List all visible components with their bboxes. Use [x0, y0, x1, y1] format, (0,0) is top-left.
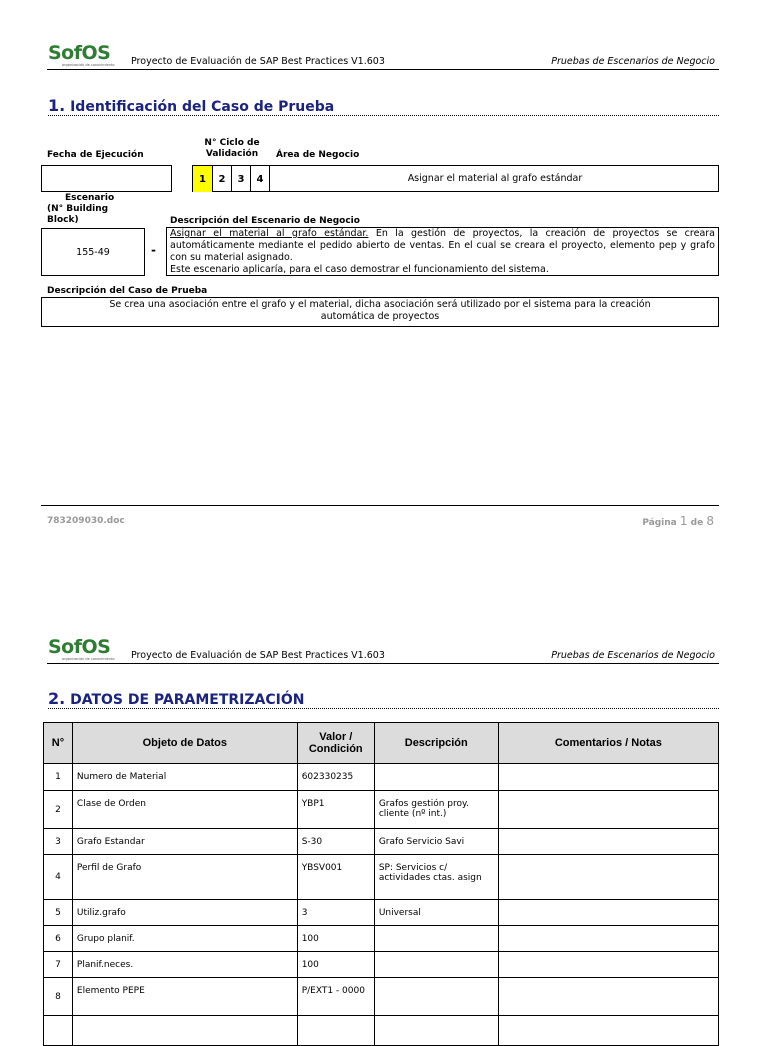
table-row	[44, 764, 719, 791]
cell-objeto	[72, 1016, 297, 1046]
fecha-label: Fecha de Ejecución	[47, 150, 144, 160]
cell-n: 2	[44, 791, 73, 829]
cycle-box	[192, 165, 719, 192]
section-2-rule	[48, 708, 719, 709]
ciclo-label: N° Ciclo de Validación	[204, 138, 260, 159]
area-label: Área de Negocio	[276, 150, 360, 160]
header-right: Pruebas de Escenarios de Negocio	[551, 56, 715, 67]
header-project: Proyecto de Evaluación de SAP Best Practices V1.603	[131, 56, 385, 67]
table-row	[44, 1016, 719, 1046]
cell-objeto: Perfil de Grafo	[72, 855, 297, 900]
cell-descripcion	[374, 978, 498, 1016]
cell-descripcion: Universal	[374, 900, 498, 926]
table-row	[44, 900, 719, 926]
col-header-valor: Valor / Condición	[297, 723, 374, 764]
cell-objeto: Clase de Orden	[72, 791, 297, 829]
cell-descripcion	[374, 926, 498, 952]
fecha-field[interactable]	[41, 165, 172, 192]
table-row	[44, 978, 719, 1016]
cycle-3[interactable]: 3	[231, 166, 250, 192]
cell-n: 4	[44, 855, 73, 900]
desc-caso-field: Se crea una asociación entre el grafo y el material, dicha asociación será utilizado por el sistema para la creación automática de proyectos	[41, 297, 719, 327]
parameters-table	[43, 722, 719, 1046]
header-line	[47, 69, 719, 70]
area-value: Asignar el material al grafo estándar	[407, 173, 583, 184]
cell-comentarios	[498, 791, 718, 829]
cell-comentarios	[498, 1016, 718, 1046]
col-header-n: N°	[44, 723, 73, 764]
col-header-objeto: Objeto de Datos	[72, 723, 297, 764]
cycle-4[interactable]: 4	[250, 166, 269, 192]
cell-n: 5	[44, 900, 73, 926]
footer-filename: 783209030.doc	[47, 516, 125, 526]
footer-page: Página 1 de 8	[642, 514, 714, 528]
cell-n: 7	[44, 952, 73, 978]
cell-objeto: Elemento PEPE	[72, 978, 297, 1016]
cell-objeto: Grafo Estandar	[72, 829, 297, 855]
cell-objeto: Numero de Material	[72, 764, 297, 791]
cell-objeto: Grupo planif.	[72, 926, 297, 952]
cell-descripcion	[374, 764, 498, 791]
table-row	[44, 926, 719, 952]
cell-n	[44, 1016, 73, 1046]
cell-descripcion: Grafos gestión proy. cliente (nº int.)	[374, 791, 498, 829]
header-line	[47, 663, 719, 664]
cell-comentarios	[498, 764, 718, 791]
cell-n: 8	[44, 978, 73, 1016]
table-row	[44, 952, 719, 978]
cycle-1[interactable]: 1	[193, 166, 212, 192]
section-1-rule	[48, 115, 719, 116]
cell-n: 3	[44, 829, 73, 855]
cell-comentarios	[498, 926, 718, 952]
cell-valor: YBSV001	[297, 855, 374, 900]
table-row	[44, 855, 719, 900]
table-row	[44, 791, 719, 829]
cell-valor: P/EXT1 - 0000	[297, 978, 374, 1016]
sofos-logo: SofOS	[48, 636, 111, 658]
cell-valor: 3	[297, 900, 374, 926]
escenario-label: Escenario (N° Building Block)	[47, 193, 115, 225]
cell-descripcion	[374, 1016, 498, 1046]
cell-n: 6	[44, 926, 73, 952]
cell-valor: 100	[297, 926, 374, 952]
cell-valor: YBP1	[297, 791, 374, 829]
cell-valor: S-30	[297, 829, 374, 855]
cell-valor	[297, 1016, 374, 1046]
header-right: Pruebas de Escenarios de Negocio	[551, 650, 715, 661]
cell-comentarios	[498, 900, 718, 926]
table-row	[44, 829, 719, 855]
col-header-comentarios: Comentarios / Notas	[498, 723, 718, 764]
desc-escenario-label: Descripción del Escenario de Negocio	[170, 216, 360, 226]
cycle-divider	[269, 166, 270, 192]
cell-comentarios	[498, 829, 718, 855]
cell-valor: 100	[297, 952, 374, 978]
col-header-descripcion: Descripción	[374, 723, 498, 764]
cell-descripcion: Grafo Servicio Savi	[374, 829, 498, 855]
cell-objeto: Utiliz.grafo	[72, 900, 297, 926]
section-1-title: 1. Identificación del Caso de Prueba	[48, 96, 335, 115]
table-header-row	[44, 723, 719, 764]
cell-comentarios	[498, 952, 718, 978]
sofos-logo: SofOS	[48, 42, 111, 64]
escenario-field: 155-49	[41, 228, 145, 276]
cell-descripcion	[374, 952, 498, 978]
cell-comentarios	[498, 978, 718, 1016]
footer-line	[41, 505, 719, 506]
logo-tagline: organización de conocimiento	[62, 657, 115, 661]
section-2-title: 2. DATOS DE PARAMETRIZACIÓN	[48, 689, 305, 708]
cell-descripcion: SP: Servicios c/ actividades ctas. asign	[374, 855, 498, 900]
desc-escenario-field: Asignar el material al grafo estándar. En la gestión de proyectos, la creación de proyectos se creara automáticamente mediante el pedido abierto de ventas. En el cual se creara el proyecto, elemento pep y grafo con su material asignado. Este escenario aplicaría, para el caso demostrar el funcionamiento del sistema.	[166, 227, 719, 276]
header-project: Proyecto de Evaluación de SAP Best Practices V1.603	[131, 650, 385, 661]
dash-separator: -	[151, 243, 156, 257]
cell-comentarios	[498, 855, 718, 900]
desc-caso-label: Descripción del Caso de Prueba	[47, 286, 208, 296]
cycle-2[interactable]: 2	[212, 166, 231, 192]
cell-n: 1	[44, 764, 73, 791]
cell-objeto: Planif.neces.	[72, 952, 297, 978]
cycle-selector	[193, 166, 270, 192]
cell-valor: 602330235	[297, 764, 374, 791]
logo-tagline: organización de conocimiento	[62, 63, 115, 67]
